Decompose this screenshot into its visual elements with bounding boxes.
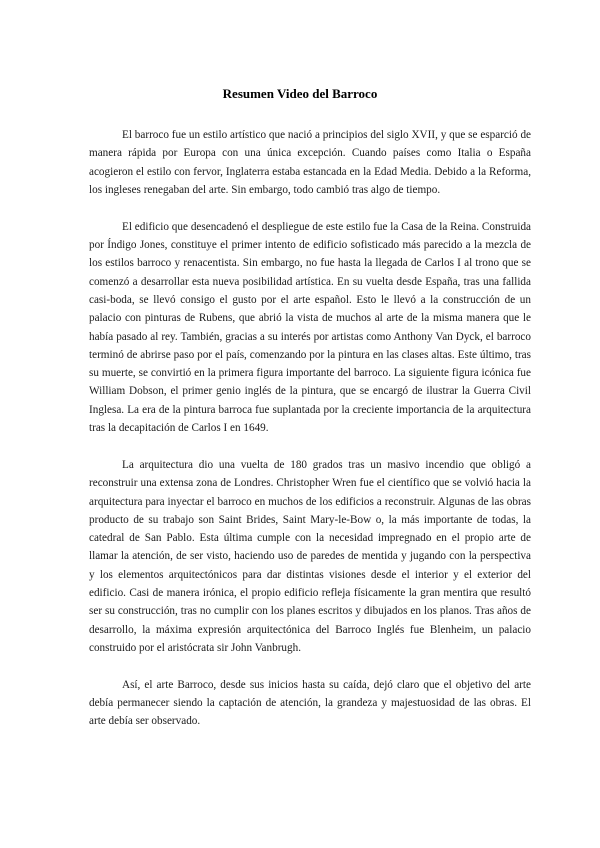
document-title: Resumen Video del Barroco [222,86,378,101]
paragraph-3: La arquitectura dio una vuelta de 180 grados tras un masivo incendio que obligó a reconstruir una extensa zona de Londres. Christopher Wren fue el científico que se volvió hacia la arquitectura para inyectar el barroco en muchos de los edificios a reconstruir. Algunas de las obras producto de su trabajo son Saint Brides, Saint Mary-le-Bow o, la más importante de todas, la catedral de San Pablo. Esta última cumple con la necesidad impregnado en el propio arte de llamar la atención, de ser visto, haciendo uso de paredes de mentida y jugando con la perspectiva y los elementos arquitectónicos para dar distintas visiones desde el interior y el exterior del edificio. Casi de manera irónica, el propio edificio refleja físicamente la gran mentira que resultó ser su construcción, tras no cumplir con los planes escritos y dibujados en los planos. Tras años de desarrollo, la máxima expresión arquitectónica del Barroco Inglés fue Blenheim, un palacio construido por el aristócrata sir John Vanbrugh. [89,458,531,654]
paragraph-4: Así, el arte Barroco, desde sus inicios hasta su caída, dejó claro que el objetivo del arte debía permanecer siendo la captación de atención, la grandeza y majestuosidad de las obras. El arte debía ser observado. [89,678,531,728]
paragraph-2: El edificio que desencadenó el despliegue de este estilo fue la Casa de la Reina. Construida por Índigo Jones, constituye el primer intento de edificio sofisticado más parecido a la mezcla de los estilos barroco y renacentista. Sin embargo, no fue hasta la llegada de Carlos I al trono que se comenzó a desarrollar esta nueva posibilidad artística. En su vuelta desde España, tras una fallida casi-boda, se llevó consigo el gusto por el arte español. Esto le llevó a la construcción de un palacio con pinturas de Rubens, que abrió la vista de muchos al arte de la misma manera que le había pasado al rey. También, gracias a su interés por artistas como Anthony Van Dyck, el barroco terminó de abrirse paso por el país, comenzando por la pintura en las clases altas. Este último, tras su muerte, se convirtió en la primera figura importante del barroco. La siguiente figura icónica fue William Dobson, el primer genio inglés de la pintura, que se encargó de ilustrar la Guerra Civil Inglesa. La era de la pintura barroca fue suplantada por la creciente importancia de la arquitectura tras la decapitación de Carlos I en 1649. [89,220,531,435]
document-body [89,126,531,749]
paragraph-1: El barroco fue un estilo artístico que nació a principios del siglo XVII, y que se esparció de manera rápida por Europa con una única excepción. Cuando países como Italia o España acogieron el estilo con fervor, Inglaterra estaba estancada en la Edad Media. Debido a la Reforma, los ingleses renegaban del arte. Sin embargo, todo cambió tras algo de tiempo. [89,129,531,196]
